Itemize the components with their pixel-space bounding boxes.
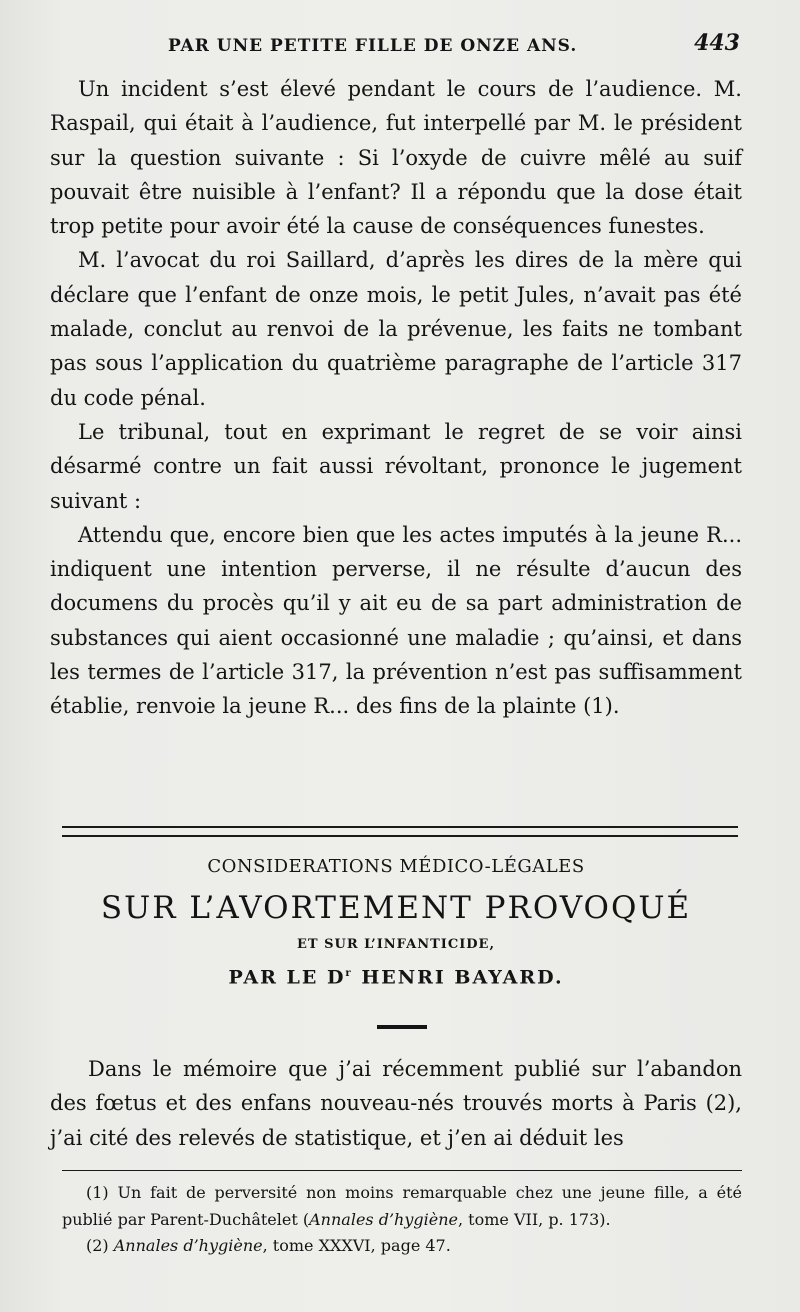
byline-superscript: r	[345, 968, 353, 979]
footnote-1-journal: Annales d’hygiène	[309, 1209, 458, 1229]
body-text	[50, 72, 742, 724]
running-head: PAR UNE PETITE FILLE DE ONZE ANS.	[168, 36, 578, 56]
footnote-2-end: , tome XXXVI, page 47.	[262, 1236, 451, 1255]
article-kicker: CONSIDERATIONS MÉDICO-LÉGALES	[207, 856, 585, 877]
page-number: 443	[694, 30, 740, 56]
paragraph-incident: Un incident s’est élevé pendant le cours de l’audience. M. Raspail, qui était à l’audience, fut interpellé par M. le président sur la question suivante : Si l’oxyde de cuivre mêlé au suif pouvait être nuisible à l’enfant? Il a répondu que la dose était trop petite pour avoir été la cause de conséquences funestes.	[50, 77, 742, 239]
footnote-1	[62, 1180, 742, 1233]
byline-prefix: PAR LE D	[228, 966, 346, 989]
footnote-2	[62, 1233, 742, 1260]
article-heading	[50, 852, 742, 991]
article-first-paragraph: Dans le mémoire que j’ai récemment publié sur l’abandon des fœtus et des enfans nouveau-nés trouvés morts à Paris (2), j’ai cité des relevés de statistique, et j’en ai déduit les	[50, 1057, 742, 1150]
short-rule-divider	[377, 1025, 427, 1029]
footnote-1-end: , tome VII, p. 173).	[457, 1209, 611, 1229]
footnote-2-number: (2)	[86, 1236, 114, 1255]
paragraph-jugement: Attendu que, encore bien que les actes imputés à la jeune R... indiquent une intention perverse, il ne résulte d’aucun des documens du procès qu’il y ait eu de sa part administration de substances qui aient occasionné une maladie ; qu’ainsi, et dans les termes de l’article 317, la prévention n’est pas suffisamment établie, renvoie la jeune R... des fins de la plainte (1).	[50, 522, 742, 719]
page-header	[50, 30, 740, 66]
paragraph-avocat: M. l’avocat du roi Saillard, d’après les dires de la mère qui déclare que l’enfant de onze mois, le petit Jules, n’avait pas été malade, conclut au renvoi de la prévenue, les faits ne tombant pas sous l’application du quatrième paragraphe de l’article 317 du code pénal.	[50, 248, 742, 410]
footnote-2-journal: Annales d’hygiène	[113, 1236, 263, 1255]
footnote-rule	[62, 1170, 742, 1171]
byline-author: HENRI BAYARD.	[352, 966, 564, 989]
double-rule-divider	[62, 826, 738, 837]
footnotes	[62, 1180, 742, 1260]
article-text	[50, 1052, 742, 1155]
footnote-1-text: (1) Un fait de perversité non moins remarquable chez une jeune fille, a été publié par Parent-Duchâtelet (	[62, 1183, 742, 1229]
article-subtitle: ET SUR L’INFANTICIDE,	[296, 937, 495, 952]
article-byline	[50, 960, 742, 991]
paragraph-tribunal: Le tribunal, tout en exprimant le regret de se voir ainsi désarmé contre un fait aussi révoltant, prononce le jugement suivant :	[50, 419, 742, 513]
article-title: SUR L’AVORTEMENT PROVOQUÉ	[100, 890, 692, 926]
